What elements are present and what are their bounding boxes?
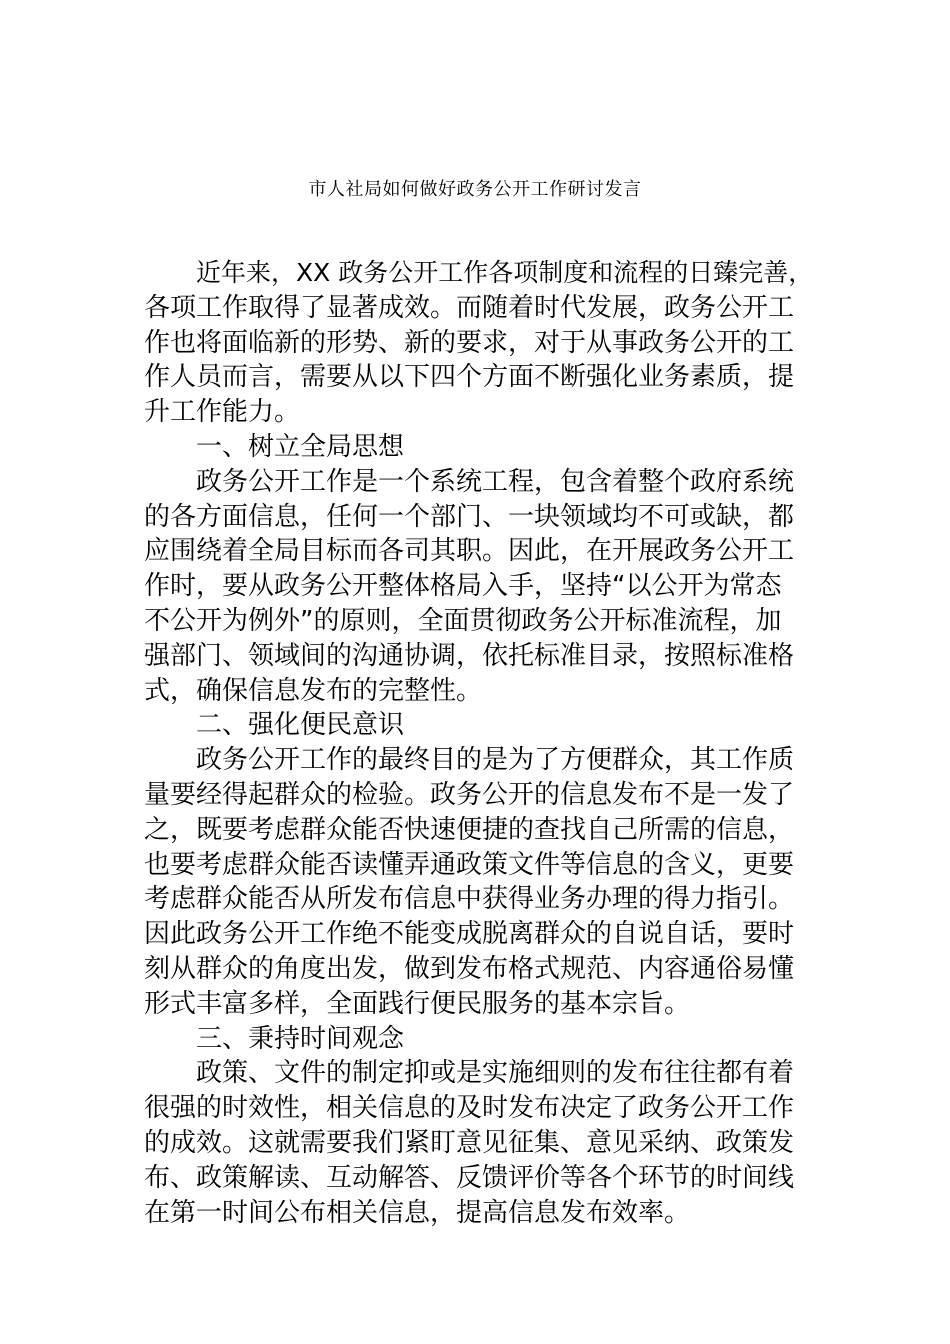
text-line: 也要考虑群众能否读懂弄通政策文件等信息的含义，更要 — [144, 849, 795, 880]
text-line: 量要经得起群众的检验。政务公开的信息发布不是一发了 — [144, 779, 795, 810]
text-line: 的各方面信息，任何一个部门、一块领域均不可或缺，都 — [144, 501, 795, 532]
text-line: 升工作能力。 — [144, 397, 301, 428]
text-line: 三、秉持时间观念 — [196, 1023, 405, 1054]
text-line: 布、政策解读、互动解答、反馈评价等各个环节的时间线 — [144, 1162, 795, 1193]
text-line: 政策、文件的制定抑或是实施细则的发布往往都有着 — [196, 1058, 795, 1089]
document-title: 市人社局如何做好政务公开工作研讨发言 — [308, 179, 642, 200]
text-line: 各项工作取得了显著成效。而随着时代发展，政务公开工 — [144, 292, 795, 323]
text-line: 很强的时效性，相关信息的及时发布决定了政务公开工作 — [144, 1093, 795, 1124]
text-line: 作人员而言，需要从以下四个方面不断强化业务素质，提 — [144, 362, 795, 393]
document-body — [144, 256, 814, 1230]
text-line: 式，确保信息发布的完整性。 — [144, 675, 483, 706]
text-line: 一、树立全局思想 — [196, 431, 405, 462]
text-line: 作时，要从政务公开整体格局入手，坚持“以公开为常态 — [144, 571, 782, 602]
text-line: 刻从群众的角度出发，做到发布格式规范、内容通俗易懂 — [144, 953, 795, 984]
text-line: 应围绕着全局目标而各司其职。因此，在开展政务公开工 — [144, 536, 795, 567]
text-line: 的成效。这就需要我们紧盯意见征集、意见采纳、政策发 — [144, 1127, 795, 1158]
text-line: 政务公开工作是一个系统工程，包含着整个政府系统 — [196, 466, 795, 497]
text-line: 二、强化便民意识 — [196, 710, 405, 741]
text-line: 之，既要考虑群众能否快速便捷的查找自己所需的信息， — [144, 814, 795, 845]
text-line: 近年来，XX 政务公开工作各项制度和流程的日臻完善， — [196, 258, 814, 287]
text-line: 考虑群众能否从所发布信息中获得业务办理的得力指引。 — [144, 884, 795, 915]
text-line: 不公开为例外”的原则，全面贯彻政务公开标准流程，加 — [144, 605, 782, 636]
text-line: 因此政务公开工作绝不能变成脱离群众的自说自话，要时 — [144, 919, 795, 950]
text-line: 形式丰富多样，全面践行便民服务的基本宗旨。 — [144, 988, 691, 1019]
text-line: 政务公开工作的最终目的是为了方便群众，其工作质 — [196, 745, 795, 776]
text-line: 在第一时间公布相关信息，提高信息发布效率。 — [144, 1197, 691, 1228]
text-line: 强部门、领域间的沟通协调，依托标准目录，按照标准格 — [144, 640, 795, 671]
text-line: 作也将面临新的形势、新的要求，对于从事政务公开的工 — [144, 327, 795, 358]
